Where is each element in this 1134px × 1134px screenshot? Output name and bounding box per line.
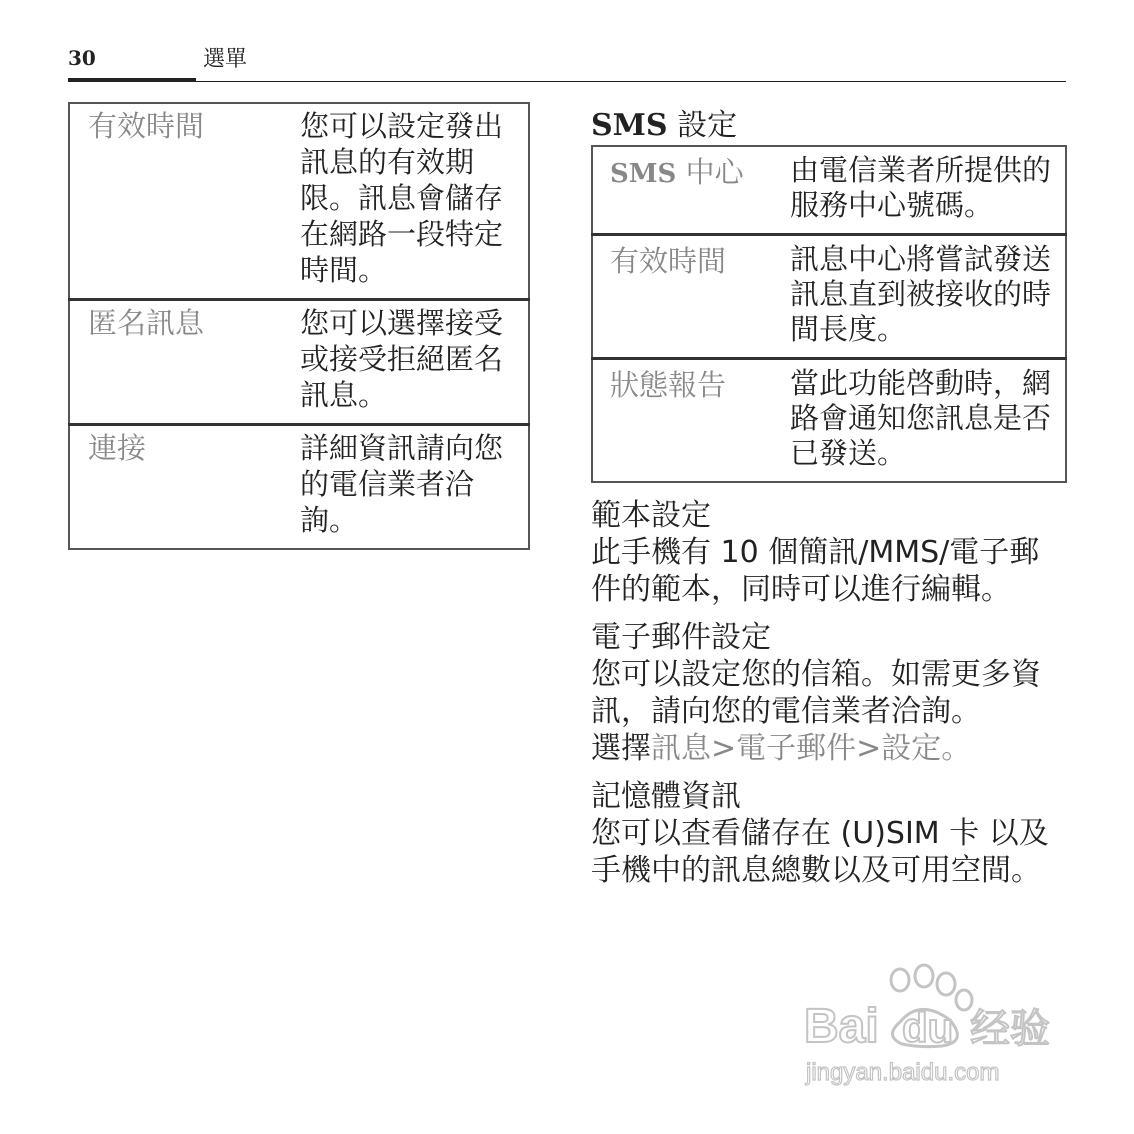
baidu-watermark (800, 962, 1070, 1092)
message-options-table (68, 102, 530, 550)
row-term: 有效時間 (88, 109, 205, 143)
sms-settings-table (591, 145, 1067, 483)
table-row (592, 359, 1066, 483)
row-description: 訊息中心將嘗試發送訊息直到被接收的時間長度。 (790, 235, 1066, 359)
heading-rest: 設定 (677, 108, 738, 143)
table-row (592, 146, 1066, 235)
row-term (592, 146, 790, 235)
row-description: 詳細資訊請向您的電信業者洽詢。 (300, 425, 529, 550)
table-row (69, 103, 529, 300)
memory-info-body: 您可以查看儲存在 (U)SIM 卡 以及手機中的訊息總數以及可用空間。 (591, 816, 1049, 888)
term-rest: 中心 (685, 155, 744, 189)
email-settings-section (591, 619, 1061, 767)
memory-info-section (591, 778, 1061, 889)
sms-settings-heading (591, 100, 737, 144)
watermark-url: jingyan.baidu.com (806, 1059, 1000, 1086)
brand-text-du: du (902, 1004, 954, 1051)
paw-icon (800, 962, 1070, 1092)
path-suffix: 。 (941, 731, 972, 766)
path-prefix: 選擇 (591, 731, 651, 766)
row-term: 狀態報告 (592, 359, 790, 483)
menu-path: 訊息>電子郵件>設定 (651, 731, 942, 766)
template-settings-section (591, 497, 1061, 608)
header-rule (68, 81, 1066, 82)
email-settings-title: 電子郵件設定 (591, 620, 771, 655)
row-description: 您可以設定發出訊息的有效期限。訊息會儲存在網路一段特定時間。 (300, 109, 504, 287)
template-settings-body: 此手機有 10 個簡訊/MMS/電子郵件的範本，同時可以進行編輯。 (591, 535, 1040, 607)
section-title: 選單 (203, 47, 248, 72)
memory-info-title: 記憶體資訊 (591, 779, 741, 814)
row-description: 由電信業者所提供的服務中心號碼。 (790, 153, 1052, 222)
template-settings-title: 範本設定 (591, 498, 711, 533)
page-number: 30 (68, 46, 96, 70)
brand-text-cn: 经验 (970, 1006, 1050, 1052)
email-settings-path-line (591, 730, 1061, 767)
row-term: 連接 (69, 425, 300, 550)
heading-sms: SMS (591, 108, 668, 143)
table-row (69, 300, 529, 425)
row-term: 匿名訊息 (69, 300, 300, 425)
row-term: 有效時間 (592, 235, 790, 359)
table-row (592, 235, 1066, 359)
term-sms: SMS (610, 159, 677, 189)
brand-text-left: Bai (804, 1000, 879, 1053)
row-description: 您可以選擇接受或接受拒絕匿名訊息。 (300, 300, 529, 425)
email-settings-body: 您可以設定您的信箱。如需更多資訊，請向您的電信業者洽詢。 (591, 657, 1041, 729)
table-row (69, 425, 529, 550)
row-description: 當此功能啓動時，網路會通知您訊息是否已發送。 (790, 359, 1066, 483)
